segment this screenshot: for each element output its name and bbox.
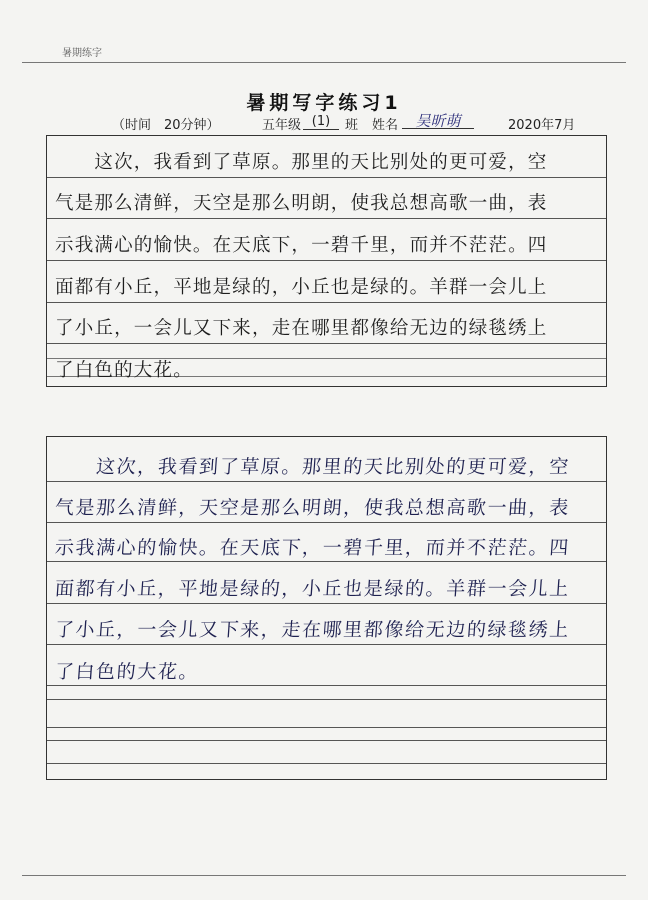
name-field [402,114,474,130]
handwritten-line: 了白色的大花。 [54,661,200,683]
model-text-line: 气是那么清鲜，天空是那么明朗，使我总想高歌一曲，表 [55,193,548,214]
page-title: 暑期写字练习1 [246,92,402,114]
model-text-line: 这次，我看到了草原。那里的天比别处的更可爱，空 [55,152,548,173]
time-label: （时间 20分钟） [112,118,220,133]
model-text-box [46,135,607,387]
class-suffix: 班 [345,118,359,133]
class-value: (1) [303,115,339,130]
ruled-line [47,699,606,700]
ruled-line [47,177,606,178]
ruled-line [47,522,606,523]
class-field [303,114,339,130]
handwritten-line: 气是那么清鲜，天空是那么明朗，使我总想高歌一曲，表 [54,497,571,519]
ruled-line [47,763,606,764]
ruled-line [47,302,606,303]
model-text-line: 示我满心的愉快。在天底下，一碧千里，而并不茫茫。四 [55,235,548,256]
ruled-line [47,740,606,741]
ruled-line [47,685,606,686]
ruled-line [47,644,606,645]
handwriting-box [46,436,607,780]
handwritten-line: 面都有小丘，平地是绿的，小丘也是绿的。羊群一会儿上 [54,578,571,600]
header-rule [22,62,626,63]
handwritten-line: 这次，我看到了草原。那里的天比别处的更可爱，空 [54,456,571,478]
ruled-line [47,561,606,562]
grade-label: 五年级 [262,118,302,133]
header-label: 暑期练字 [62,48,102,59]
model-text-line: 了小丘，一会儿又下来，走在哪里都像给无边的绿毯绣上 [55,318,548,339]
handwritten-line: 了小丘，一会儿又下来，走在哪里都像给无边的绿毯绣上 [54,619,571,641]
name-signature: 吴昕萌 [402,114,474,129]
model-text-line: 了白色的大花。 [55,360,193,381]
ruled-line [47,343,606,344]
name-label: 姓名 [372,118,399,133]
ruled-line [47,727,606,728]
handwritten-line: 示我满心的愉快。在天底下，一碧千里，而并不茫茫。四 [54,537,571,559]
ruled-line [47,481,606,482]
date-label: 2020年7月 [508,118,576,133]
footer-rule [22,875,626,876]
model-text-line: 面都有小丘，平地是绿的，小丘也是绿的。羊群一会儿上 [55,277,548,298]
ruled-line [47,260,606,261]
ruled-line [47,603,606,604]
ruled-line [47,218,606,219]
info-row [0,114,648,132]
